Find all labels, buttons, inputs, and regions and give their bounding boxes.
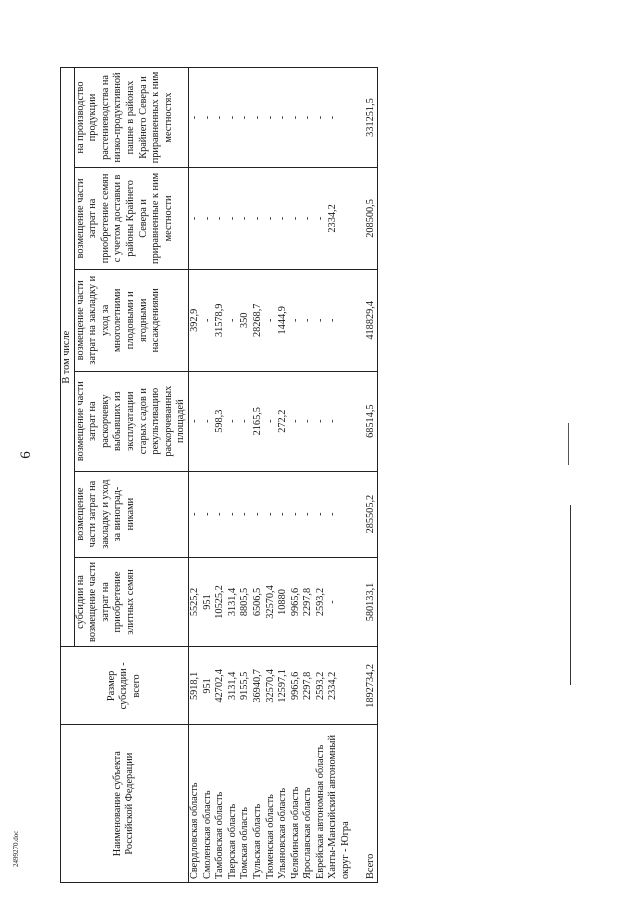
value-cell: - <box>214 471 227 557</box>
value-cell: - <box>214 68 227 168</box>
value-cell: - <box>277 471 290 557</box>
value-cell: 350 <box>239 269 252 371</box>
value-cell: - <box>277 167 290 269</box>
header-sub-label: возмещение части затрат на закладку и уход за многолетними плодовыми и ягодными насаждениями <box>74 275 162 365</box>
value-cell: - <box>239 167 252 269</box>
table-row <box>353 68 378 883</box>
value-cell: 1444,9 <box>277 269 290 371</box>
value-cell: - <box>239 371 252 471</box>
value-cell: - <box>227 269 240 371</box>
table-row <box>252 68 265 883</box>
value-cell: - <box>277 68 290 168</box>
value-cell: - <box>302 471 315 557</box>
value-cell: - <box>265 269 278 371</box>
value-cell: 36940,7 <box>252 647 265 725</box>
region-name-cell: Тамбовская область <box>214 725 227 883</box>
value-cell: 3131,4 <box>227 557 240 647</box>
value-cell: 6506,5 <box>252 557 265 647</box>
value-cell: - <box>252 167 265 269</box>
value-cell: - <box>227 471 240 557</box>
value-cell: - <box>327 68 352 168</box>
value-cell: 418829,4 <box>353 269 378 371</box>
value-cell: - <box>252 68 265 168</box>
table-row <box>188 68 201 883</box>
value-cell: 28268,7 <box>252 269 265 371</box>
region-name-cell: Томская область <box>239 725 252 883</box>
page-number: 6 <box>18 451 34 459</box>
value-cell: 32570,4 <box>265 647 278 725</box>
region-name-cell: Еврейская автономная область <box>315 725 328 883</box>
value-cell: - <box>239 68 252 168</box>
value-cell: 272,2 <box>277 371 290 471</box>
value-cell: 208500,5 <box>353 167 378 269</box>
value-cell: - <box>227 68 240 168</box>
value-cell: - <box>265 68 278 168</box>
value-cell: 392,9 <box>188 269 201 371</box>
table-row <box>302 68 315 883</box>
value-cell: 580133,1 <box>353 557 378 647</box>
value-cell: - <box>265 167 278 269</box>
value-cell: - <box>265 471 278 557</box>
value-cell: - <box>327 371 352 471</box>
value-cell: 9965,6 <box>290 557 303 647</box>
header-region-name <box>61 725 189 883</box>
region-name-cell: Тверская область <box>227 725 240 883</box>
region-name-cell: Смоленская область <box>202 725 215 883</box>
value-cell: - <box>290 471 303 557</box>
region-name-cell: Ханты-Мансийский автономный округ - Югра <box>327 725 352 883</box>
header-total-label: Размер субсидии - всего <box>105 662 142 710</box>
table-row <box>227 68 240 883</box>
value-cell: 951 <box>202 647 215 725</box>
value-cell: 1892734,2 <box>353 647 378 725</box>
value-cell: 8805,5 <box>239 557 252 647</box>
region-name-cell: Всего <box>353 725 378 883</box>
table-row <box>214 68 227 883</box>
value-cell: 42702,4 <box>214 647 227 725</box>
header-elite-seeds <box>74 557 188 647</box>
value-cell: 5525,2 <box>188 557 201 647</box>
value-cell: 2297,8 <box>302 557 315 647</box>
value-cell: - <box>315 471 328 557</box>
table-row <box>327 68 352 883</box>
header-sub-label: на производство продукции растениеводства на низко-продуктивной пашне в районах Крайнего Севера и приравненных к ним местностях <box>74 71 174 164</box>
value-cell: 5918,1 <box>188 647 201 725</box>
region-name-cell: Свердловская область <box>188 725 201 883</box>
value-cell: - <box>302 371 315 471</box>
value-cell: - <box>327 471 352 557</box>
value-cell: - <box>315 269 328 371</box>
region-name-cell: Ульяновская область <box>277 725 290 883</box>
value-cell: 2297,8 <box>302 647 315 725</box>
value-cell: - <box>227 371 240 471</box>
table-row <box>202 68 215 883</box>
value-cell: 9155,5 <box>239 647 252 725</box>
value-cell: 10880 <box>277 557 290 647</box>
value-cell: - <box>188 471 201 557</box>
value-cell: - <box>302 167 315 269</box>
value-cell: - <box>315 167 328 269</box>
region-name-cell: Челябинская область <box>290 725 303 883</box>
value-cell: 31578,9 <box>214 269 227 371</box>
value-cell: - <box>188 68 201 168</box>
value-cell: - <box>214 167 227 269</box>
header-group-label: В том числе <box>61 330 72 384</box>
table-row <box>265 68 278 883</box>
header-sub-label: возмещение части затрат на раскорчевку выбывших из эксплуатации старых садов и рекультивацию раскорчеванных площадей <box>74 381 187 462</box>
value-cell: 10525,2 <box>214 557 227 647</box>
value-cell: - <box>202 471 215 557</box>
margin-mark <box>568 423 569 465</box>
header-total <box>61 647 189 725</box>
value-cell: - <box>239 471 252 557</box>
value-cell: - <box>302 269 315 371</box>
value-cell: - <box>315 371 328 471</box>
value-cell: - <box>290 371 303 471</box>
value-cell: 951 <box>202 557 215 647</box>
value-cell: - <box>327 269 352 371</box>
header-sub-label: возмещение части затрат на приобретение семян с учетом доставки в районы Крайнего Севера и приравненные к ним местности <box>74 172 174 264</box>
header-north-seeds <box>74 167 188 269</box>
header-vineyards <box>74 471 188 557</box>
value-cell: 12597,1 <box>277 647 290 725</box>
header-north-production <box>74 68 188 168</box>
region-name-cell: Тюменская область <box>265 725 278 883</box>
value-cell: - <box>315 68 328 168</box>
table-row <box>277 68 290 883</box>
table-row <box>290 68 303 883</box>
header-sub-label: возмещение части затрат на закладку и уход за виноград-никами <box>74 479 136 549</box>
value-cell: 2334,2 <box>327 647 352 725</box>
value-cell: 2165,5 <box>252 371 265 471</box>
separator-line <box>570 505 571 685</box>
value-cell: - <box>327 557 352 647</box>
table-row <box>315 68 328 883</box>
header-sub-label: субсидии на возмещение части затрат на приобретение элитных семян <box>74 562 136 642</box>
value-cell: 285505,2 <box>353 471 378 557</box>
value-cell: - <box>290 167 303 269</box>
value-cell: - <box>302 68 315 168</box>
value-cell: 32570,4 <box>265 557 278 647</box>
value-cell: - <box>188 371 201 471</box>
value-cell: - <box>202 371 215 471</box>
value-cell: 3131,4 <box>227 647 240 725</box>
value-cell: - <box>188 167 201 269</box>
value-cell: - <box>265 371 278 471</box>
table-row <box>239 68 252 883</box>
header-perennial-plantings <box>74 269 188 371</box>
value-cell: 598,3 <box>214 371 227 471</box>
value-cell: - <box>290 68 303 168</box>
value-cell: 9965,6 <box>290 647 303 725</box>
value-cell: 331251,5 <box>353 68 378 168</box>
value-cell: 2593,2 <box>315 647 328 725</box>
value-cell: - <box>202 167 215 269</box>
header-uprooting <box>74 371 188 471</box>
value-cell: 68514,5 <box>353 371 378 471</box>
value-cell: 2334,2 <box>327 167 352 269</box>
value-cell: - <box>252 471 265 557</box>
value-cell: - <box>227 167 240 269</box>
document-code: 2499270.doc <box>12 830 20 867</box>
header-group <box>61 68 75 647</box>
value-cell: - <box>202 269 215 371</box>
header-region-label: Наименование субъекта Российской Федерации <box>111 751 136 857</box>
subsidy-table <box>60 67 378 883</box>
value-cell: - <box>290 269 303 371</box>
region-name-cell: Ярославская область <box>302 725 315 883</box>
region-name-cell: Тульская область <box>252 725 265 883</box>
value-cell: 2593,2 <box>315 557 328 647</box>
value-cell: - <box>202 68 215 168</box>
